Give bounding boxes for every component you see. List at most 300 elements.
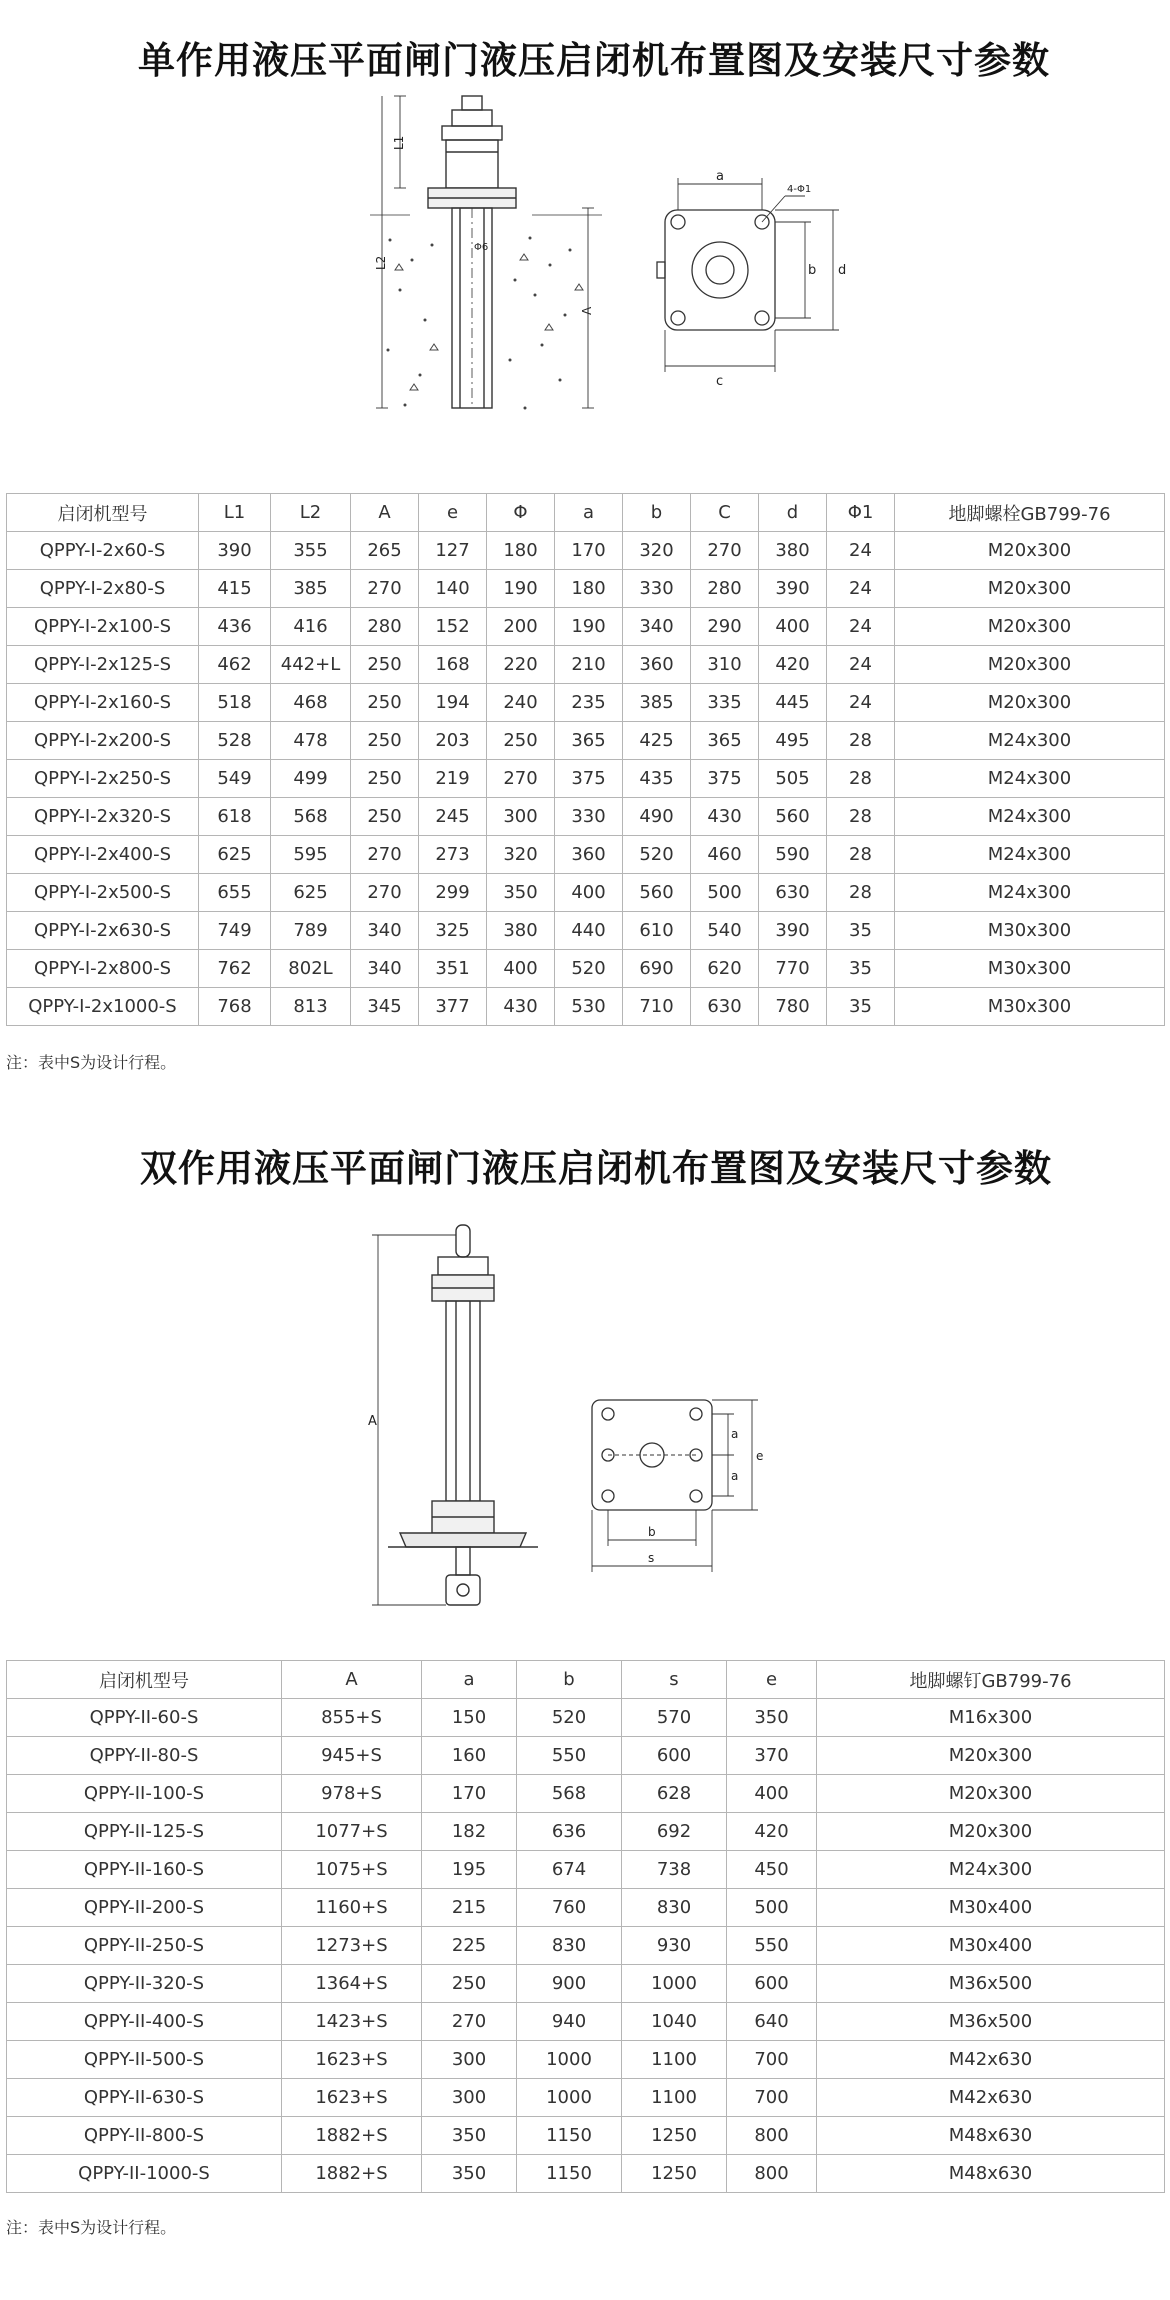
- table-cell: QPPY-II-320-S: [7, 1965, 282, 2003]
- table-cell: M16x300: [817, 1699, 1165, 1737]
- table-cell: 978+S: [282, 1775, 422, 1813]
- table-cell: 180: [555, 570, 623, 608]
- table-cell: 505: [759, 760, 827, 798]
- table-cell: 436: [199, 608, 271, 646]
- table-cell: QPPY-II-60-S: [7, 1699, 282, 1737]
- table-cell: QPPY-I-2x80-S: [7, 570, 199, 608]
- table-cell: 240: [487, 684, 555, 722]
- table-row: [7, 874, 1165, 912]
- label-A: A: [580, 306, 594, 315]
- table-cell: 595: [271, 836, 351, 874]
- table-cell: 1150: [517, 2117, 622, 2155]
- table-cell: 1250: [622, 2155, 727, 2193]
- table-cell: 299: [419, 874, 487, 912]
- label-s: s: [648, 1551, 655, 1565]
- table-cell: QPPY-I-2x630-S: [7, 912, 199, 950]
- single-acting-plan-drawing: [655, 170, 855, 410]
- table-cell: M20x300: [895, 684, 1165, 722]
- table-cell: 325: [419, 912, 487, 950]
- table-cell: 390: [759, 912, 827, 950]
- table-row: [7, 722, 1165, 760]
- table-cell: 200: [487, 608, 555, 646]
- table-cell: M30x300: [895, 988, 1165, 1026]
- table-cell: 800: [727, 2155, 817, 2193]
- table-cell: QPPY-I-2x160-S: [7, 684, 199, 722]
- table-cell: 375: [691, 760, 759, 798]
- table-cell: 195: [422, 1851, 517, 1889]
- table-cell: 340: [351, 912, 419, 950]
- table-cell: 520: [517, 1699, 622, 1737]
- table-cell: 225: [422, 1927, 517, 1965]
- table-cell: 435: [623, 760, 691, 798]
- table-cell: 462: [199, 646, 271, 684]
- table-cell: 520: [555, 950, 623, 988]
- table-cell: 768: [199, 988, 271, 1026]
- table-row: [7, 532, 1165, 570]
- table-cell: 625: [199, 836, 271, 874]
- table-row: [7, 2041, 1165, 2079]
- table-cell: 360: [623, 646, 691, 684]
- table-cell: QPPY-II-630-S: [7, 2079, 282, 2117]
- table-row: [7, 2003, 1165, 2041]
- table-cell: 749: [199, 912, 271, 950]
- table-cell: QPPY-I-2x250-S: [7, 760, 199, 798]
- table-cell: 390: [759, 570, 827, 608]
- column-header: 启闭机型号: [7, 494, 199, 532]
- table-cell: M30x300: [895, 912, 1165, 950]
- table-cell: 210: [555, 646, 623, 684]
- table-cell: 280: [691, 570, 759, 608]
- table-row: [7, 2117, 1165, 2155]
- table-cell: 830: [517, 1927, 622, 1965]
- table-cell: QPPY-II-1000-S: [7, 2155, 282, 2193]
- table-row: [7, 760, 1165, 798]
- table-cell: 568: [517, 1775, 622, 1813]
- table-cell: 350: [422, 2117, 517, 2155]
- table-cell: 430: [487, 988, 555, 1026]
- table-cell: 203: [419, 722, 487, 760]
- table-cell: 1075+S: [282, 1851, 422, 1889]
- column-header: a: [422, 1661, 517, 1699]
- table-cell: 620: [691, 950, 759, 988]
- table-cell: 1423+S: [282, 2003, 422, 2041]
- table-cell: 270: [422, 2003, 517, 2041]
- table-cell: 375: [555, 760, 623, 798]
- table-cell: 640: [727, 2003, 817, 2041]
- table-cell: 377: [419, 988, 487, 1026]
- table-cell: 400: [727, 1775, 817, 1813]
- table-cell: 24: [827, 646, 895, 684]
- column-header: 启闭机型号: [7, 1661, 282, 1699]
- section1-title: 单作用液压平面闸门液压启闭机布置图及安装尺寸参数: [138, 39, 1050, 82]
- table-cell: M24x300: [895, 874, 1165, 912]
- table-row: [7, 1699, 1165, 1737]
- table-cell: 760: [517, 1889, 622, 1927]
- table-cell: 1882+S: [282, 2155, 422, 2193]
- table-cell: M20x300: [895, 570, 1165, 608]
- table-cell: 530: [555, 988, 623, 1026]
- table-cell: QPPY-II-400-S: [7, 2003, 282, 2041]
- table-cell: 499: [271, 760, 351, 798]
- table-cell: 28: [827, 836, 895, 874]
- table-cell: M20x300: [895, 646, 1165, 684]
- column-header: a: [555, 494, 623, 532]
- table-cell: 24: [827, 532, 895, 570]
- label-L1: L1: [392, 135, 406, 150]
- column-header: e: [727, 1661, 817, 1699]
- table-cell: 194: [419, 684, 487, 722]
- table-cell: 273: [419, 836, 487, 874]
- section2-title: 双作用液压平面闸门液压启闭机布置图及安装尺寸参数: [140, 1147, 1052, 1190]
- table-cell: 28: [827, 722, 895, 760]
- table-cell: QPPY-II-500-S: [7, 2041, 282, 2079]
- table-cell: QPPY-I-2x500-S: [7, 874, 199, 912]
- table-cell: M30x400: [817, 1927, 1165, 1965]
- table-cell: 365: [691, 722, 759, 760]
- table-cell: QPPY-II-125-S: [7, 1813, 282, 1851]
- table-cell: 250: [351, 760, 419, 798]
- table-cell: 560: [623, 874, 691, 912]
- table-cell: 568: [271, 798, 351, 836]
- table-cell: M30x400: [817, 1889, 1165, 1927]
- table-cell: 1040: [622, 2003, 727, 2041]
- table-cell: 330: [555, 798, 623, 836]
- table-cell: 180: [487, 532, 555, 570]
- table-cell: QPPY-II-250-S: [7, 1927, 282, 1965]
- table-cell: 365: [555, 722, 623, 760]
- table-row: [7, 798, 1165, 836]
- label-a-lower: a: [731, 1469, 739, 1483]
- table-row: [7, 2155, 1165, 2193]
- table-cell: 945+S: [282, 1737, 422, 1775]
- table-cell: 270: [487, 760, 555, 798]
- column-header: A: [351, 494, 419, 532]
- label-b2: b: [648, 1525, 656, 1539]
- table-row: [7, 1851, 1165, 1889]
- table-cell: 1882+S: [282, 2117, 422, 2155]
- table-row: [7, 608, 1165, 646]
- table-cell: 549: [199, 760, 271, 798]
- column-header: A: [282, 1661, 422, 1699]
- table-cell: 150: [422, 1699, 517, 1737]
- table-row: [7, 836, 1165, 874]
- table-cell: 310: [691, 646, 759, 684]
- table-row: [7, 912, 1165, 950]
- table-cell: M48x630: [817, 2155, 1165, 2193]
- table-cell: 360: [555, 836, 623, 874]
- table-cell: 460: [691, 836, 759, 874]
- table-cell: 24: [827, 684, 895, 722]
- table-cell: 630: [691, 988, 759, 1026]
- table-cell: 250: [351, 798, 419, 836]
- table-cell: M20x300: [895, 532, 1165, 570]
- column-header: L2: [271, 494, 351, 532]
- table-cell: 250: [351, 646, 419, 684]
- section2-note: 注：表中S为设计行程。: [6, 2218, 177, 2237]
- table-cell: QPPY-II-100-S: [7, 1775, 282, 1813]
- table-row: [7, 1965, 1165, 2003]
- table-cell: 450: [727, 1851, 817, 1889]
- table-cell: M42x630: [817, 2079, 1165, 2117]
- table-cell: 710: [623, 988, 691, 1026]
- table-cell: M36x500: [817, 1965, 1165, 2003]
- table-cell: 590: [759, 836, 827, 874]
- table-cell: 420: [727, 1813, 817, 1851]
- column-header: e: [419, 494, 487, 532]
- table-cell: 570: [622, 1699, 727, 1737]
- table-cell: 220: [487, 646, 555, 684]
- table-cell: 127: [419, 532, 487, 570]
- column-header: 地脚螺栓GB799-76: [895, 494, 1165, 532]
- table-cell: QPPY-I-2x60-S: [7, 532, 199, 570]
- table-cell: M20x300: [817, 1775, 1165, 1813]
- table-header-row: [7, 1661, 1165, 1699]
- table-cell: 170: [422, 1775, 517, 1813]
- table-cell: 802L: [271, 950, 351, 988]
- table-cell: 618: [199, 798, 271, 836]
- table-cell: 1077+S: [282, 1813, 422, 1851]
- table-cell: 550: [517, 1737, 622, 1775]
- table-cell: 160: [422, 1737, 517, 1775]
- table-cell: 28: [827, 874, 895, 912]
- table-cell: 655: [199, 874, 271, 912]
- table-cell: 416: [271, 608, 351, 646]
- column-header: d: [759, 494, 827, 532]
- table-cell: 625: [271, 874, 351, 912]
- table-cell: M20x300: [895, 608, 1165, 646]
- column-header: L1: [199, 494, 271, 532]
- table-cell: 300: [422, 2041, 517, 2079]
- table-cell: 300: [422, 2079, 517, 2117]
- table-cell: 24: [827, 570, 895, 608]
- table-cell: 355: [271, 532, 351, 570]
- table-cell: 690: [623, 950, 691, 988]
- table-cell: 380: [487, 912, 555, 950]
- table-cell: 528: [199, 722, 271, 760]
- table-cell: 560: [759, 798, 827, 836]
- table-cell: M36x500: [817, 2003, 1165, 2041]
- table-cell: 350: [487, 874, 555, 912]
- table-cell: QPPY-I-2x200-S: [7, 722, 199, 760]
- single-acting-spec-table: [6, 493, 1165, 1026]
- table-header-row: [7, 494, 1165, 532]
- table-cell: 900: [517, 1965, 622, 2003]
- table-row: [7, 950, 1165, 988]
- table-row: [7, 1927, 1165, 1965]
- label-e: e: [756, 1449, 764, 1463]
- table-cell: 770: [759, 950, 827, 988]
- table-cell: 35: [827, 950, 895, 988]
- table-cell: 35: [827, 988, 895, 1026]
- label-c: c: [716, 374, 724, 389]
- table-cell: 600: [622, 1737, 727, 1775]
- table-cell: 500: [727, 1889, 817, 1927]
- table-cell: 500: [691, 874, 759, 912]
- table-cell: 855+S: [282, 1699, 422, 1737]
- table-cell: 800: [727, 2117, 817, 2155]
- table-cell: 674: [517, 1851, 622, 1889]
- table-cell: 495: [759, 722, 827, 760]
- table-cell: 813: [271, 988, 351, 1026]
- table-cell: 370: [727, 1737, 817, 1775]
- table-cell: 478: [271, 722, 351, 760]
- table-cell: M24x300: [817, 1851, 1165, 1889]
- table-cell: 190: [555, 608, 623, 646]
- label-L2: L2: [374, 255, 388, 270]
- table-cell: 385: [271, 570, 351, 608]
- table-cell: 170: [555, 532, 623, 570]
- table-row: [7, 988, 1165, 1026]
- table-row: [7, 684, 1165, 722]
- table-cell: 340: [351, 950, 419, 988]
- table-cell: 168: [419, 646, 487, 684]
- table-cell: 245: [419, 798, 487, 836]
- table-cell: 420: [759, 646, 827, 684]
- table-cell: 250: [487, 722, 555, 760]
- table-cell: 270: [351, 836, 419, 874]
- label-a-upper: a: [731, 1427, 739, 1441]
- table-cell: 280: [351, 608, 419, 646]
- table-cell: 789: [271, 912, 351, 950]
- table-cell: 1100: [622, 2079, 727, 2117]
- table-cell: 940: [517, 2003, 622, 2041]
- column-header: 地脚螺钉GB799-76: [817, 1661, 1165, 1699]
- table-cell: 350: [727, 1699, 817, 1737]
- single-acting-elevation-drawing: [370, 90, 630, 440]
- table-cell: 1623+S: [282, 2079, 422, 2117]
- table-cell: 330: [623, 570, 691, 608]
- table-cell: 1150: [517, 2155, 622, 2193]
- table-cell: QPPY-I-2x800-S: [7, 950, 199, 988]
- table-cell: 1000: [517, 2041, 622, 2079]
- table-cell: QPPY-II-200-S: [7, 1889, 282, 1927]
- table-cell: 350: [422, 2155, 517, 2193]
- table-cell: 270: [351, 874, 419, 912]
- table-cell: QPPY-II-800-S: [7, 2117, 282, 2155]
- table-cell: 270: [691, 532, 759, 570]
- table-cell: 152: [419, 608, 487, 646]
- table-cell: 1160+S: [282, 1889, 422, 1927]
- table-cell: 762: [199, 950, 271, 988]
- table-cell: 415: [199, 570, 271, 608]
- table-cell: 830: [622, 1889, 727, 1927]
- table-cell: 440: [555, 912, 623, 950]
- table-cell: M20x300: [817, 1737, 1165, 1775]
- table-row: [7, 1775, 1165, 1813]
- table-cell: 1100: [622, 2041, 727, 2079]
- table-cell: M20x300: [817, 1813, 1165, 1851]
- table-cell: QPPY-I-2x100-S: [7, 608, 199, 646]
- table-cell: 250: [351, 684, 419, 722]
- label-phi: Φ6: [474, 242, 489, 253]
- table-cell: QPPY-I-2x125-S: [7, 646, 199, 684]
- table-cell: 300: [487, 798, 555, 836]
- table-cell: 490: [623, 798, 691, 836]
- table-cell: M30x300: [895, 950, 1165, 988]
- table-row: [7, 1813, 1165, 1851]
- table-row: [7, 570, 1165, 608]
- table-cell: 425: [623, 722, 691, 760]
- label-A2: A: [368, 1414, 377, 1429]
- table-cell: 1000: [622, 1965, 727, 2003]
- table-cell: M42x630: [817, 2041, 1165, 2079]
- table-cell: 140: [419, 570, 487, 608]
- table-cell: 1250: [622, 2117, 727, 2155]
- table-cell: 692: [622, 1813, 727, 1851]
- table-cell: 265: [351, 532, 419, 570]
- table-cell: 442+L: [271, 646, 351, 684]
- column-header: b: [623, 494, 691, 532]
- table-cell: 636: [517, 1813, 622, 1851]
- table-cell: 1623+S: [282, 2041, 422, 2079]
- table-cell: 380: [759, 532, 827, 570]
- table-cell: 1273+S: [282, 1927, 422, 1965]
- table-cell: 182: [422, 1813, 517, 1851]
- table-cell: QPPY-II-160-S: [7, 1851, 282, 1889]
- table-cell: 780: [759, 988, 827, 1026]
- table-cell: M48x630: [817, 2117, 1165, 2155]
- table-cell: 1000: [517, 2079, 622, 2117]
- table-cell: 738: [622, 1851, 727, 1889]
- table-cell: 335: [691, 684, 759, 722]
- section1-note: 注：表中S为设计行程。: [6, 1053, 177, 1072]
- table-cell: 930: [622, 1927, 727, 1965]
- table-cell: 468: [271, 684, 351, 722]
- table-cell: 520: [623, 836, 691, 874]
- double-acting-spec-table: [6, 1660, 1165, 2193]
- table-cell: QPPY-II-80-S: [7, 1737, 282, 1775]
- table-cell: 35: [827, 912, 895, 950]
- table-cell: QPPY-I-2x320-S: [7, 798, 199, 836]
- table-cell: 190: [487, 570, 555, 608]
- table-cell: 28: [827, 798, 895, 836]
- table-cell: M24x300: [895, 798, 1165, 836]
- table-cell: 320: [623, 532, 691, 570]
- table-cell: 445: [759, 684, 827, 722]
- table-row: [7, 2079, 1165, 2117]
- table-cell: 1364+S: [282, 1965, 422, 2003]
- table-cell: 250: [351, 722, 419, 760]
- table-cell: 540: [691, 912, 759, 950]
- table-cell: 390: [199, 532, 271, 570]
- label-a: a: [716, 169, 724, 184]
- column-header: b: [517, 1661, 622, 1699]
- table-cell: 700: [727, 2079, 817, 2117]
- table-cell: M24x300: [895, 722, 1165, 760]
- table-cell: 28: [827, 760, 895, 798]
- table-row: [7, 646, 1165, 684]
- table-row: [7, 1889, 1165, 1927]
- table-cell: 628: [622, 1775, 727, 1813]
- table-cell: 430: [691, 798, 759, 836]
- label-d: d: [838, 263, 847, 278]
- column-header: C: [691, 494, 759, 532]
- table-cell: 600: [727, 1965, 817, 2003]
- table-cell: 215: [422, 1889, 517, 1927]
- double-acting-plan-drawing: [580, 1390, 800, 1580]
- table-cell: 400: [555, 874, 623, 912]
- table-cell: QPPY-I-2x1000-S: [7, 988, 199, 1026]
- table-cell: 610: [623, 912, 691, 950]
- table-cell: 518: [199, 684, 271, 722]
- table-cell: 550: [727, 1927, 817, 1965]
- double-acting-elevation-drawing: [360, 1225, 580, 1615]
- table-cell: 630: [759, 874, 827, 912]
- table-cell: 250: [422, 1965, 517, 2003]
- table-cell: 270: [351, 570, 419, 608]
- table-cell: 340: [623, 608, 691, 646]
- table-cell: M24x300: [895, 760, 1165, 798]
